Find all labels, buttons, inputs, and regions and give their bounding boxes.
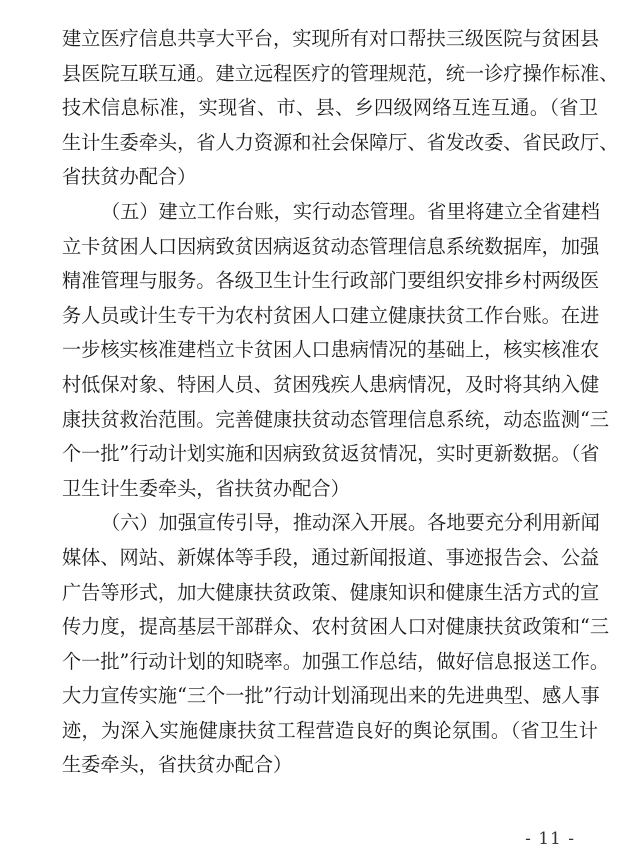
text-line: 建立医疗信息共享大平台，实现所有对口帮扶三级医院与贫困县 [62, 27, 600, 50]
text-line: 县医院互联互通。建立远程医疗的管理规范，统一诊疗操作标准、 [62, 61, 619, 85]
text-line: 大力宣传实施“三个一批”行动计划涌现出来的先进典型、感人事 [62, 684, 600, 708]
text-line: 精准管理与服务。各级卫生计生行政部门要组织安排乡村两级医 [62, 269, 600, 293]
section-heading-five: （五）建立工作台账，实行动态管理。省里将建立全省建档 [101, 199, 600, 223]
document-body [62, 22, 619, 783]
page-number: - 11 - [525, 829, 575, 849]
text-line: 生计生委牵头，省人力资源和社会保障厅、省发改委、省民政厅、 [62, 130, 619, 154]
text-line: 康扶贫救治范围。完善健康扶贫动态管理信息系统，动态监测“三 [62, 407, 610, 431]
text-line: 务人员或计生专干为农村贫困人口建立健康扶贫工作台账。在进 [62, 303, 600, 327]
text-line: 迹，为深入实施健康扶贫工程营造良好的舆论氛围。（省卫生计 [62, 718, 598, 742]
text-line: 个一批”行动计划实施和因病致贫返贫情况，实时更新数据。（省 [62, 442, 600, 466]
text-line: 技术信息标准，实现省、市、县、乡四级网络互连互通。（省卫 [62, 96, 598, 120]
text-line: 省扶贫办配合） [62, 165, 197, 189]
text-line: 媒体、网站、新媒体等手段，通过新闻报道、事迹报告会、公益 [62, 545, 600, 569]
section-heading-six: （六）加强宣传引导，推动深入开展。各地要充分利用新闻 [101, 511, 600, 535]
text-line: 生委牵头，省扶贫办配合） [62, 753, 293, 777]
text-line: 村低保对象、特困人员、贫困残疾人患病情况，及时将其纳入健 [62, 372, 600, 396]
text-line: 立卡贫困人口因病致贫因病返贫动态管理信息系统数据库，加强 [62, 234, 600, 258]
text-line: 传力度，提高基层干部群众、农村贫困人口对健康扶贫政策和“三 [62, 615, 610, 639]
text-line: 广告等形式，加大健康扶贫政策、健康知识和健康生活方式的宣 [62, 580, 600, 604]
text-line: 卫生计生委牵头，省扶贫办配合） [62, 476, 350, 500]
text-line: 个一批”行动计划的知晓率。加强工作总结，做好信息报送工作。 [62, 649, 610, 673]
text-line: 一步核实核准建档立卡贫困人口患病情况的基础上，核实核准农 [62, 338, 600, 362]
